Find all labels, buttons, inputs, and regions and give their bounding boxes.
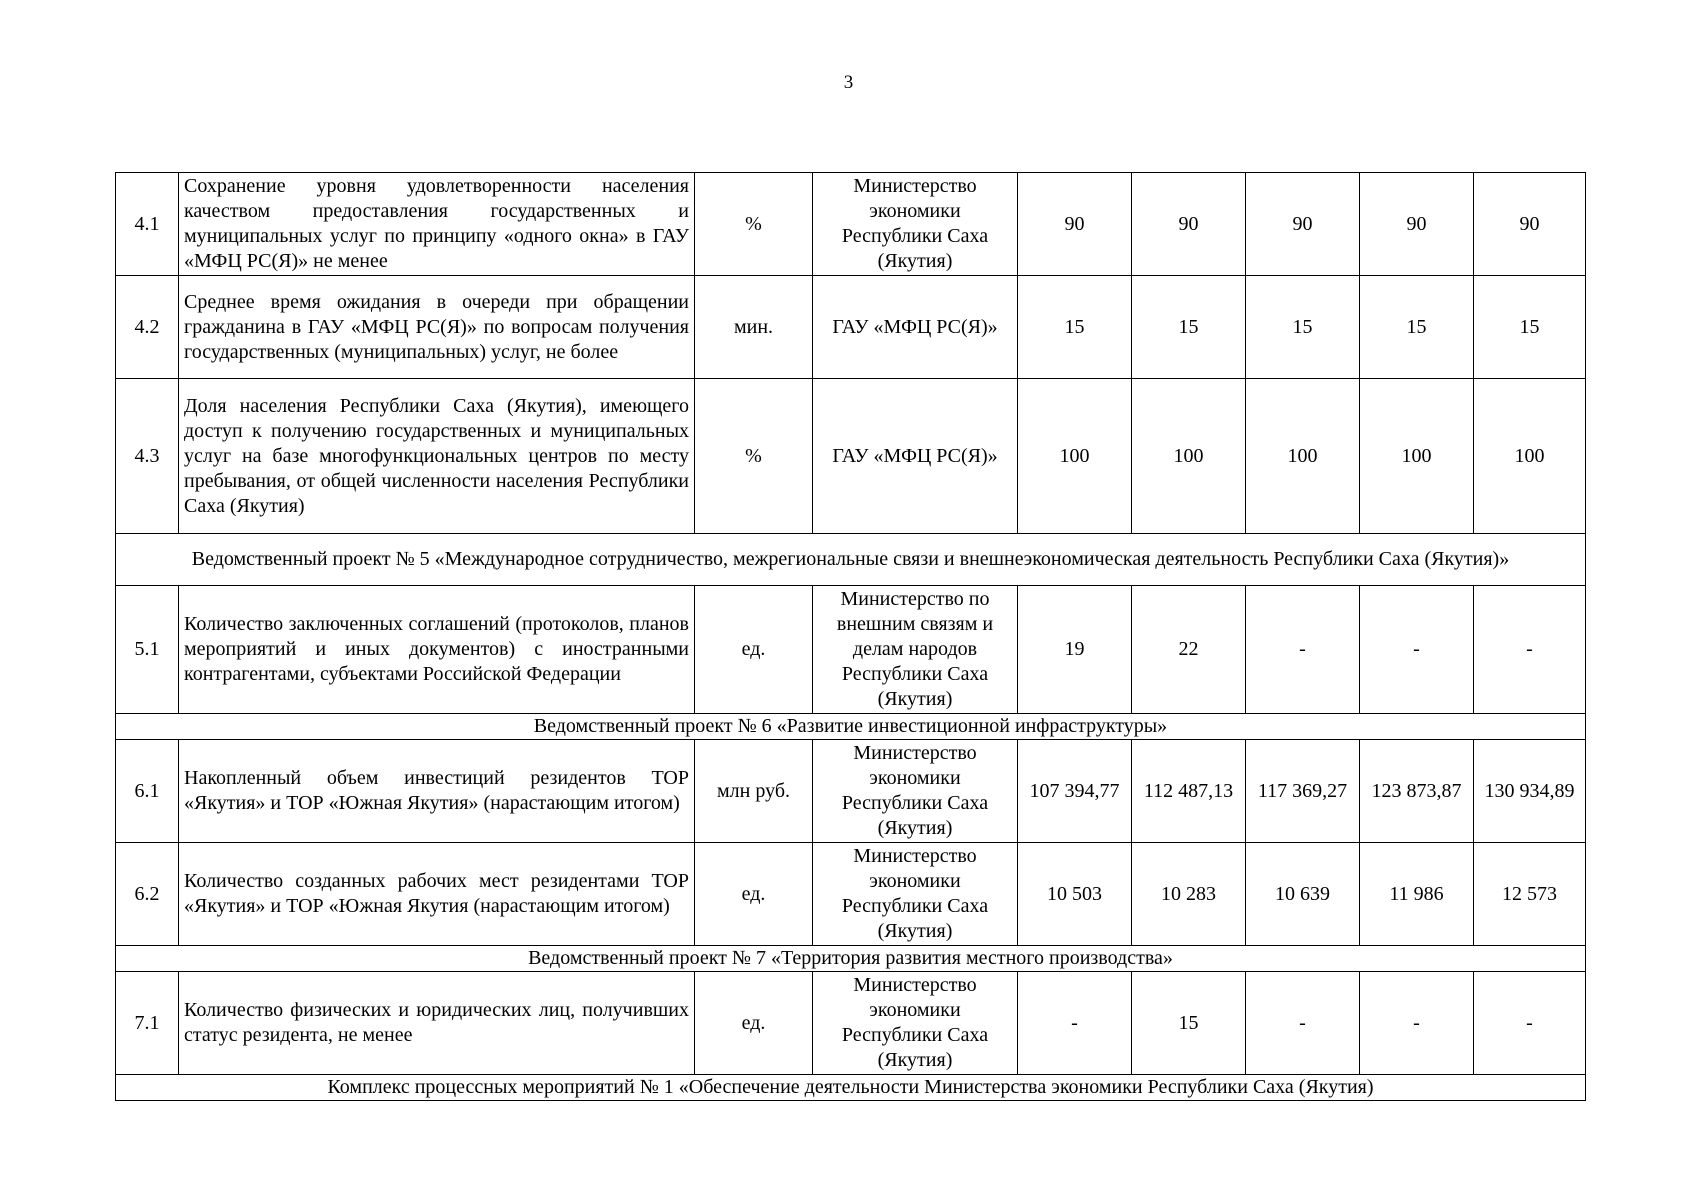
indicator-row	[116, 843, 1586, 946]
section-row	[116, 714, 1586, 740]
indicator-number: 4.2	[116, 276, 179, 379]
indicator-value: -	[1474, 586, 1586, 714]
indicator-value: 12 573	[1474, 843, 1586, 946]
indicator-value: 19	[1018, 586, 1132, 714]
indicator-value: -	[1360, 586, 1474, 714]
indicator-number: 4.1	[116, 173, 179, 276]
responsible-body: Министерство экономики Республики Саха (Якутия)	[813, 972, 1018, 1075]
indicator-row	[116, 740, 1586, 843]
indicator-value: 15	[1474, 276, 1586, 379]
indicator-value: 90	[1360, 173, 1474, 276]
indicator-name: Количество заключенных соглашений (протоколов, планов мероприятий и иных документов) с иностранными контрагентами, субъектами Российской Федерации	[179, 586, 695, 714]
unit-of-measure: мин.	[695, 276, 813, 379]
indicator-value: -	[1018, 972, 1132, 1075]
table-body	[116, 173, 1586, 1101]
section-title: Ведомственный проект № 6 «Развитие инвестиционной инфраструктуры»	[116, 714, 1586, 740]
section-row	[116, 1075, 1586, 1101]
indicator-number: 6.2	[116, 843, 179, 946]
indicator-value: 90	[1474, 173, 1586, 276]
indicator-value: 100	[1018, 379, 1132, 534]
responsible-body: Министерство экономики Республики Саха (Якутия)	[813, 173, 1018, 276]
section-row	[116, 946, 1586, 972]
indicator-name: Сохранение уровня удовлетворенности населения качеством предоставления государственных и муниципальных услуг по принципу «одного окна» в ГАУ «МФЦ РС(Я)» не менее	[179, 173, 695, 276]
indicator-value: 90	[1246, 173, 1360, 276]
unit-of-measure: ед.	[695, 972, 813, 1075]
indicator-number: 6.1	[116, 740, 179, 843]
indicators-table	[115, 172, 1586, 1101]
indicator-row	[116, 173, 1586, 276]
responsible-body: Министерство экономики Республики Саха (Якутия)	[813, 843, 1018, 946]
indicator-number: 5.1	[116, 586, 179, 714]
indicator-row	[116, 276, 1586, 379]
indicator-value: 90	[1132, 173, 1246, 276]
indicator-row	[116, 379, 1586, 534]
indicator-name: Количество созданных рабочих мест резидентами ТОР «Якутия» и ТОР «Южная Якутия (нарастающим итогом)	[179, 843, 695, 946]
indicator-row	[116, 586, 1586, 714]
unit-of-measure: ед.	[695, 843, 813, 946]
indicator-value: -	[1474, 972, 1586, 1075]
indicator-value: 100	[1360, 379, 1474, 534]
indicator-value: 117 369,27	[1246, 740, 1360, 843]
indicator-value: 10 639	[1246, 843, 1360, 946]
indicator-value: -	[1246, 972, 1360, 1075]
page-number: 3	[843, 72, 854, 93]
indicator-value: 100	[1246, 379, 1360, 534]
unit-of-measure: млн руб.	[695, 740, 813, 843]
section-title: Комплекс процессных мероприятий № 1 «Обеспечение деятельности Министерства экономики Республики Саха (Якутия)	[116, 1075, 1586, 1101]
indicator-value: 112 487,13	[1132, 740, 1246, 843]
indicator-value: 123 873,87	[1360, 740, 1474, 843]
indicator-value: 15	[1132, 276, 1246, 379]
indicator-value: 130 934,89	[1474, 740, 1586, 843]
indicator-value: 11 986	[1360, 843, 1474, 946]
unit-of-measure: %	[695, 379, 813, 534]
unit-of-measure: ед.	[695, 586, 813, 714]
indicator-name: Накопленный объем инвестиций резидентов ТОР «Якутия» и ТОР «Южная Якутия» (нарастающим итогом)	[179, 740, 695, 843]
responsible-body: Министерство по внешним связям и делам народов Республики Саха (Якутия)	[813, 586, 1018, 714]
indicator-value: 15	[1018, 276, 1132, 379]
indicator-value: 100	[1132, 379, 1246, 534]
indicator-value: -	[1246, 586, 1360, 714]
indicator-number: 7.1	[116, 972, 179, 1075]
indicator-value: 15	[1132, 972, 1246, 1075]
indicator-value: 100	[1474, 379, 1586, 534]
indicator-value: 90	[1018, 173, 1132, 276]
section-row	[116, 534, 1586, 586]
indicator-row	[116, 972, 1586, 1075]
indicator-value: 10 283	[1132, 843, 1246, 946]
section-title: Ведомственный проект № 7 «Территория развития местного производства»	[116, 946, 1586, 972]
indicator-value: 10 503	[1018, 843, 1132, 946]
indicator-value: 15	[1246, 276, 1360, 379]
responsible-body: ГАУ «МФЦ РС(Я)»	[813, 379, 1018, 534]
indicator-name: Среднее время ожидания в очереди при обращении гражданина в ГАУ «МФЦ РС(Я)» по вопросам получения государственных (муниципальных) услуг, не более	[179, 276, 695, 379]
indicator-value: -	[1360, 972, 1474, 1075]
responsible-body: Министерство экономики Республики Саха (Якутия)	[813, 740, 1018, 843]
indicator-value: 107 394,77	[1018, 740, 1132, 843]
indicator-value: 15	[1360, 276, 1474, 379]
indicator-number: 4.3	[116, 379, 179, 534]
unit-of-measure: %	[695, 173, 813, 276]
indicator-value: 22	[1132, 586, 1246, 714]
section-title: Ведомственный проект № 5 «Международное сотрудничество, межрегиональные связи и внешнеэкономическая деятельность Республики Саха (Якутия)»	[116, 534, 1586, 586]
indicator-name: Количество физических и юридических лиц, получивших статус резидента, не менее	[179, 972, 695, 1075]
responsible-body: ГАУ «МФЦ РС(Я)»	[813, 276, 1018, 379]
indicator-name: Доля населения Республики Саха (Якутия), имеющего доступ к получению государственных и муниципальных услуг на базе многофункциональных центров по месту пребывания, от общей численности населения Республики Саха (Якутия)	[179, 379, 695, 534]
